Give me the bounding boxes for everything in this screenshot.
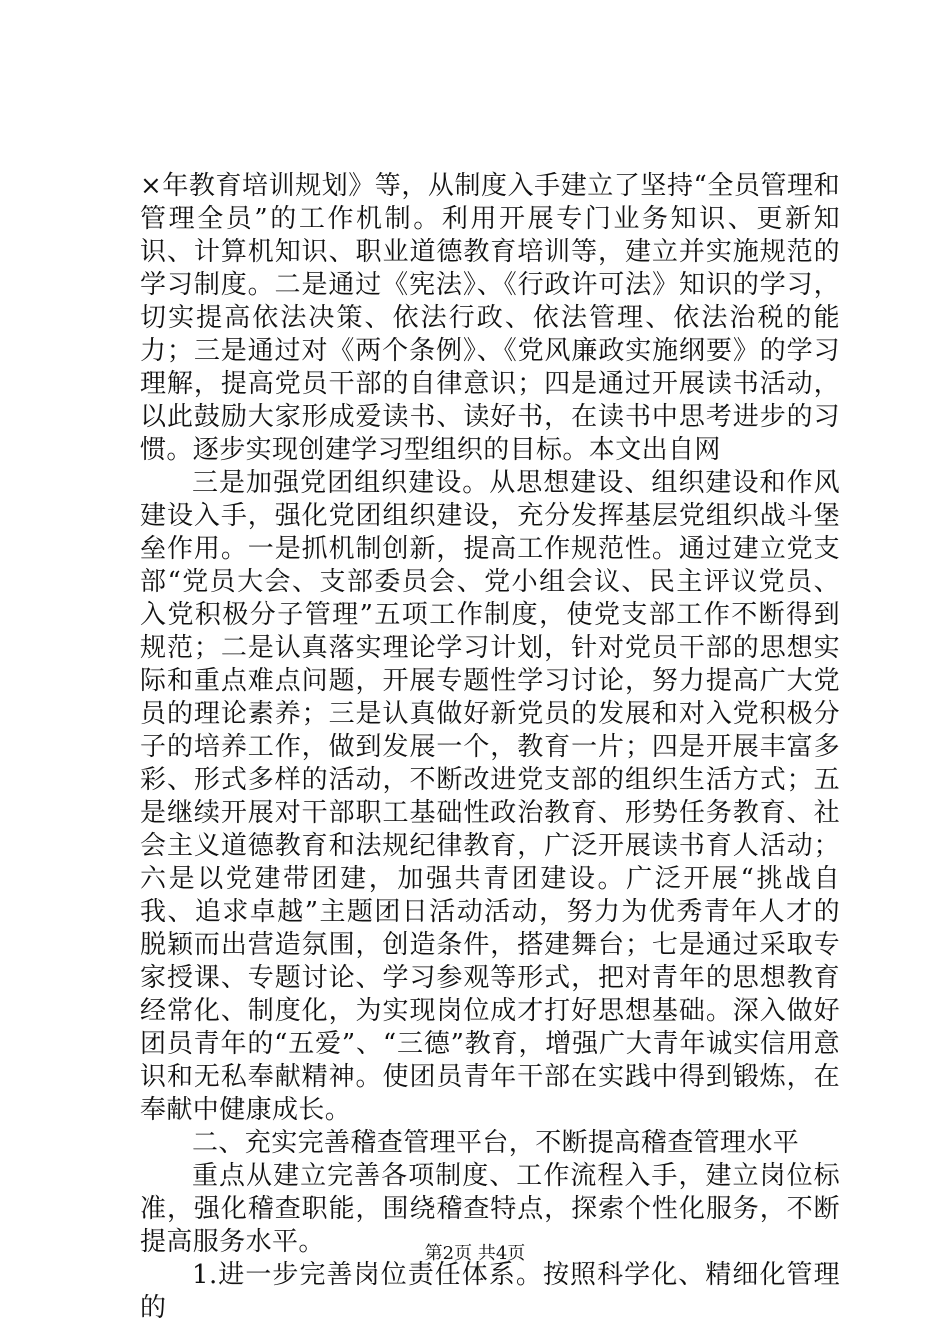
paragraph-1: ×年教育培训规划》等，从制度入手建立了坚持“全员管理和管理全员”的工作机制。利用开展专门业务知识、更新知识、计算机知识、职业道德教育培训等，建立并实施规范的学习制度。二是通过《宪法》、《行政许可法》知识的学习，切实提高依法决策、依法行政、依法管理、依法治税的能力；三是通过对《两个条例》、《党风廉政实施纲要》的学习理解，提高党员干部的自律意识；四是通过开展读书活动，以此鼓励大家形成爱读书、读好书，在读书中思考进步的习惯。逐步实现创建学习型组织的目标。本文出自网 xyxy=(140,171,840,465)
paragraph-4: 1.进一步完善岗位责任体系。按照科学化、精细化管理的 xyxy=(140,1260,840,1323)
section-heading: 二、充实完善稽查管理平台，不断提高稽查管理水平 xyxy=(192,1128,800,1158)
paragraph-3: 重点从建立完善各项制度、工作流程入手，建立岗位标准，强化稽查职能，围绕稽查特点，探索个性化服务，不断提高服务水平。 xyxy=(140,1161,840,1257)
document-body xyxy=(140,170,840,1325)
page-footer: 第2页 共4页 xyxy=(424,1243,526,1264)
paragraph-2: 三是加强党团组织建设。从思想建设、组织建设和作风建设入手，强化党团组织建设，充分发挥基层党组织战斗堡垒作用。一是抓机制创新，提高工作规范性。通过建立党支部“党员大会、支部委员会、党小组会议、民主评议党员、入党积极分子管理”五项工作制度，使党支部工作不断得到规范；二是认真落实理论学习计划，针对党员干部的思想实际和重点难点问题，开展专题性学习讨论，努力提高广大党员的理论素养；三是认真做好新党员的发展和对入党积极分子的培养工作，做到发展一个，教育一片；四是开展丰富多彩、形式多样的活动，不断改进党支部的组织生活方式；五是继续开展对干部职工基础性政治教育、形势任务教育、社会主义道德教育和法规纪律教育，广泛开展读书育人活动；六是以党建带团建，加强共青团建设。广泛开展“挑战自我、追求卓越”主题团日活动活动，努力为优秀青年人才的脱颖而出营造氛围，创造条件，搭建舞台；七是通过采取专家授课、专题讨论、学习参观等形式，把对青年的思想教育经常化、制度化，为实现岗位成才打好思想基础。深入做好团员青年的“五爱”、“三德”教育，增强广大青年诚实信用意识和无私奉献精神。使团员青年干部在实践中得到锻炼，在奉献中健康成长。 xyxy=(140,468,840,1125)
